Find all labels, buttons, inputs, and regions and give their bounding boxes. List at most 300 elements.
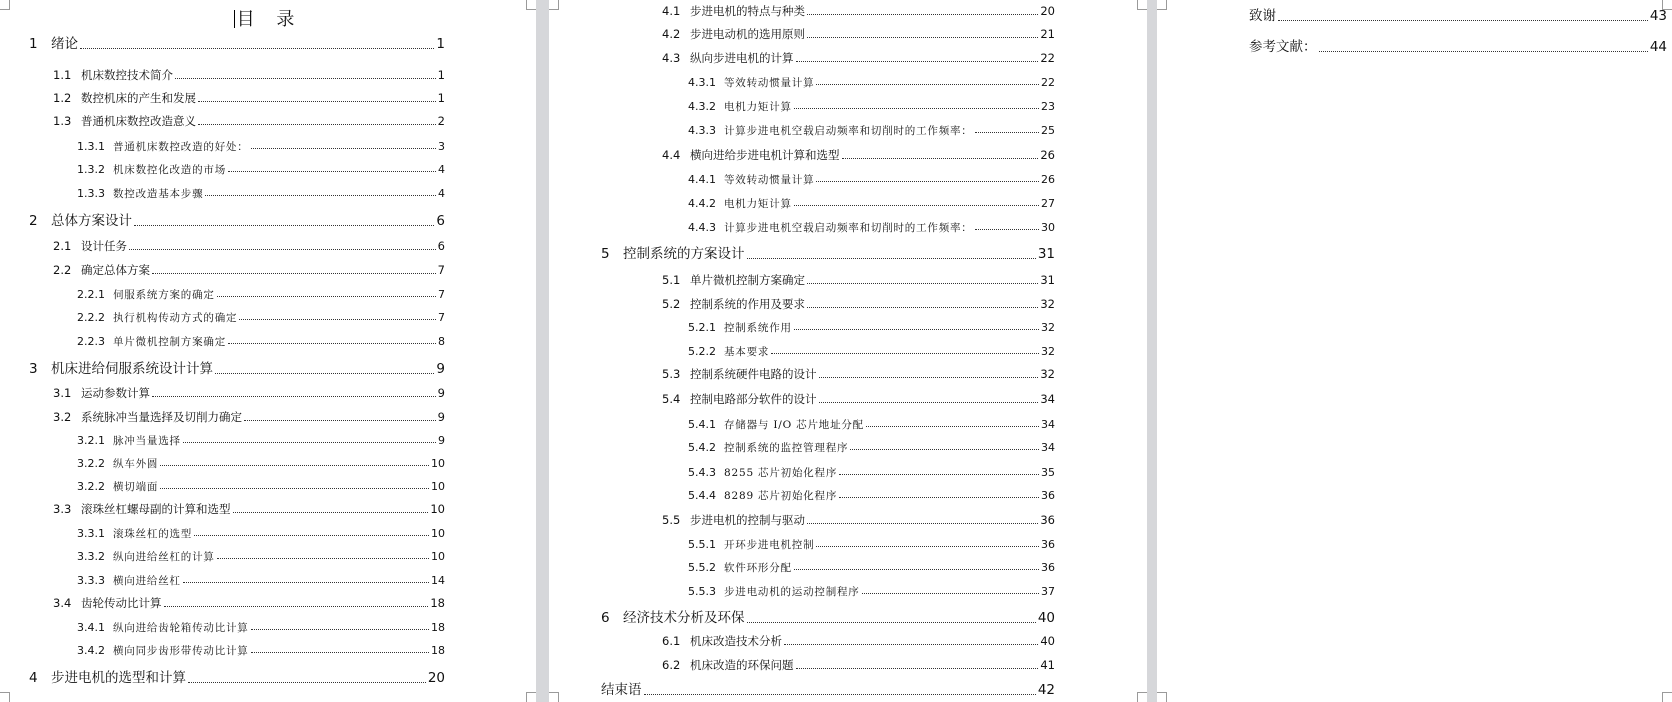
toc-entry-title: 齿轮传动比计算 — [81, 596, 162, 610]
dot-leader — [796, 668, 1039, 669]
dot-leader — [152, 396, 436, 397]
toc-entry-page-number: 1 — [436, 36, 445, 52]
toc-entry-page-number: 44 — [1649, 39, 1667, 55]
toc-entry-title: 普通机床数控改造的好处： — [113, 140, 249, 153]
dot-leader — [188, 682, 426, 683]
toc-entry[interactable] — [77, 312, 445, 323]
dot-leader — [183, 582, 429, 583]
toc-entry-number: 5.4 — [662, 392, 681, 406]
toc-entry-page-number: 22 — [1041, 76, 1055, 89]
toc-entry-number: 4.2 — [662, 27, 681, 41]
toc-entry[interactable] — [77, 289, 445, 300]
toc-entry-number: 3.4 — [53, 596, 72, 610]
dot-leader — [839, 474, 1039, 475]
toc-entry[interactable] — [1249, 10, 1667, 24]
toc-entry-page-number: 26 — [1041, 173, 1055, 186]
toc-entry-number: 6 — [601, 610, 610, 626]
dot-leader — [747, 258, 1036, 259]
toc-entry-title: 等效转动惯量计算 — [724, 76, 815, 89]
toc-entry-title: 基本要求 — [724, 345, 770, 358]
toc-entry-number: 4.4.2 — [688, 197, 716, 210]
toc-entry-number: 1.1 — [53, 68, 72, 82]
toc-entry[interactable] — [662, 515, 1055, 527]
toc-entry-number: 5.4.3 — [688, 466, 716, 479]
toc-entry-page-number: 25 — [1041, 124, 1055, 137]
toc-entry-title: 脉冲当量选择 — [113, 434, 181, 447]
toc-entry-page-number: 36 — [1041, 489, 1055, 502]
toc-entry-title: 机床数控化改造的市场 — [113, 163, 226, 176]
toc-entry[interactable] — [688, 586, 1055, 597]
toc-title: 目 录 — [0, 5, 536, 31]
dot-leader — [217, 296, 436, 297]
toc-entry-title: 控制系统的方案设计 — [623, 246, 745, 262]
dot-leader — [134, 225, 434, 226]
toc-entry-page-number: 36 — [1040, 513, 1055, 527]
toc-entry-title: 软件环形分配 — [724, 561, 792, 574]
dot-leader — [839, 497, 1039, 498]
toc-entry-page-number: 23 — [1041, 100, 1055, 113]
toc-entry[interactable] — [53, 93, 445, 105]
toc-entry-page-number: 20 — [427, 670, 445, 686]
toc-entry-title: 机床改造的环保问题 — [690, 658, 794, 672]
dot-leader — [816, 84, 1039, 85]
toc-entry-title: 步进电机的选型和计算 — [51, 670, 186, 686]
toc-entry[interactable] — [662, 636, 1055, 648]
dot-leader — [794, 205, 1039, 206]
toc-entry-page-number: 18 — [430, 596, 445, 610]
crop-mark — [1137, 692, 1147, 702]
toc-entry[interactable] — [77, 336, 445, 347]
toc-entry[interactable] — [77, 435, 445, 446]
toc-entry[interactable] — [29, 672, 445, 686]
toc-entry-number: 4.1 — [662, 4, 681, 18]
dot-leader — [842, 158, 1039, 159]
toc-entry[interactable] — [662, 275, 1055, 287]
toc-entry-number: 2.1 — [53, 239, 72, 253]
text-cursor — [234, 10, 235, 28]
toc-entry-page-number: 34 — [1041, 441, 1055, 454]
toc-entry[interactable] — [688, 562, 1055, 573]
dot-leader — [747, 622, 1036, 623]
toc-entry[interactable] — [688, 125, 1055, 136]
toc-entry-title: 机床进给伺服系统设计计算 — [51, 361, 213, 377]
dot-leader — [1319, 51, 1648, 52]
toc-entry-title: 步进电机的特点与种类 — [690, 4, 805, 18]
toc-entry-page-number: 4 — [438, 187, 445, 200]
toc-entry-page-number: 35 — [1041, 466, 1055, 479]
toc-entry-number: 4.3.2 — [688, 100, 716, 113]
dot-leader — [807, 283, 1038, 284]
crop-mark — [1662, 692, 1672, 702]
toc-entry[interactable] — [77, 645, 445, 656]
toc-entry[interactable] — [688, 77, 1055, 88]
toc-entry-page-number: 10 — [431, 527, 445, 540]
toc-entry[interactable] — [688, 222, 1055, 233]
toc-entry-title: 等效转动惯量计算 — [724, 173, 815, 186]
toc-entry-title: 开环步进电机控制 — [724, 538, 815, 551]
toc-entry-title: 控制系统作用 — [724, 321, 792, 334]
toc-entry-title: 步进电动机的选用原则 — [690, 27, 805, 41]
toc-entry[interactable] — [662, 29, 1055, 41]
toc-entry-page-number: 1 — [437, 68, 445, 82]
dot-leader — [198, 124, 436, 125]
toc-entry-page-number: 34 — [1041, 418, 1055, 431]
toc-entry-number: 3.2.2 — [77, 457, 105, 470]
toc-entry-title: 滚珠丝杠螺母副的计算和选型 — [81, 502, 231, 516]
dot-leader — [784, 644, 1038, 645]
toc-entry[interactable] — [688, 467, 1055, 478]
dot-leader — [771, 353, 1039, 354]
toc-entry-number: 2.2 — [53, 263, 72, 277]
dot-leader — [796, 61, 1039, 62]
toc-entry-page-number: 9 — [436, 361, 445, 377]
toc-entry-page-number: 32 — [1040, 297, 1055, 311]
toc-entry-title: 纵向步进电机的计算 — [690, 51, 794, 65]
toc-entry-page-number: 41 — [1040, 658, 1055, 672]
toc-entry-page-number: 32 — [1041, 345, 1055, 358]
toc-entry-page-number: 6 — [437, 239, 445, 253]
toc-entry-number: 2.2.1 — [77, 288, 105, 301]
toc-entry-page-number: 7 — [438, 311, 445, 324]
dot-leader — [794, 108, 1039, 109]
toc-entry-number: 3.2.2 — [77, 480, 105, 493]
crop-mark — [0, 692, 10, 702]
toc-entry-page-number: 36 — [1041, 561, 1055, 574]
toc-entry[interactable] — [77, 458, 445, 469]
toc-entry-number: 3.1 — [53, 386, 72, 400]
toc-entry-page-number: 32 — [1040, 367, 1055, 381]
toc-entry-title: 纵向进给齿轮箱传动比计算 — [113, 621, 249, 634]
dot-leader — [215, 373, 434, 374]
toc-entry-number: 5.5.3 — [688, 585, 716, 598]
toc-entry-number: 4.4 — [662, 148, 681, 162]
toc-entry-title: 经济技术分析及环保 — [623, 610, 745, 626]
toc-entry-title: 单片微机控制方案确定 — [690, 273, 805, 287]
toc-entry-title: 横向进给丝杠 — [113, 574, 181, 587]
toc-entry-page-number: 42 — [1037, 682, 1055, 698]
crop-mark — [549, 692, 559, 702]
toc-entry[interactable] — [688, 442, 1055, 453]
toc-entry[interactable] — [53, 388, 445, 400]
dot-leader — [794, 569, 1039, 570]
toc-entry-title: 电机力矩计算 — [724, 100, 792, 113]
toc-entry-title: 计算步进电机空载启动频率和切削时的工作频率： — [724, 221, 973, 234]
toc-entry-number: 5.4.4 — [688, 489, 716, 502]
toc-entry-title: 电机力矩计算 — [724, 197, 792, 210]
dot-leader — [205, 195, 436, 196]
dot-leader — [80, 48, 434, 49]
dot-leader — [866, 426, 1039, 427]
toc-entry-page-number: 4 — [438, 163, 445, 176]
toc-entry-number: 1 — [29, 36, 38, 52]
toc-entry-title: 横向同步齿形带传动比计算 — [113, 644, 249, 657]
toc-entry[interactable] — [688, 419, 1055, 430]
dot-leader — [175, 78, 436, 79]
toc-entry-title: 步进电动机的运动控制程序 — [724, 585, 860, 598]
toc-entry-number: 5.3 — [662, 367, 681, 381]
toc-entry-number: 2.2.2 — [77, 311, 105, 324]
toc-entry-page-number: 10 — [431, 480, 445, 493]
toc-entry[interactable] — [77, 575, 445, 586]
dot-leader — [198, 101, 436, 102]
toc-entry[interactable] — [53, 265, 445, 277]
toc-entry[interactable] — [53, 504, 445, 516]
toc-entry[interactable] — [77, 481, 445, 492]
toc-entry[interactable] — [662, 369, 1055, 381]
dot-leader — [819, 402, 1039, 403]
toc-entry-number: 5.5 — [662, 513, 681, 527]
toc-entry[interactable] — [53, 70, 445, 82]
toc-entry[interactable] — [29, 38, 445, 52]
toc-entry[interactable] — [662, 6, 1055, 18]
toc-entry[interactable] — [688, 490, 1055, 501]
document-page-1 — [0, 0, 536, 702]
dot-leader — [164, 606, 429, 607]
toc-entry[interactable] — [77, 188, 445, 199]
toc-entry-page-number: 8 — [438, 335, 445, 348]
toc-entry-page-number: 26 — [1040, 148, 1055, 162]
toc-entry-title: 控制系统硬件电路的设计 — [690, 367, 817, 381]
dot-leader — [975, 229, 1039, 230]
toc-entry-page-number: 18 — [431, 621, 445, 634]
toc-entry-number: 4.3.1 — [688, 76, 716, 89]
toc-entry-page-number: 32 — [1041, 321, 1055, 334]
toc-entry-page-number: 31 — [1040, 273, 1055, 287]
dot-leader — [644, 694, 1036, 695]
toc-entry-number: 4.4.1 — [688, 173, 716, 186]
toc-entry[interactable] — [77, 622, 445, 633]
dot-leader — [251, 629, 429, 630]
toc-entry[interactable] — [77, 528, 445, 539]
toc-entry[interactable] — [29, 215, 445, 229]
toc-entry-page-number: 40 — [1040, 634, 1055, 648]
dot-leader — [251, 148, 436, 149]
toc-entry-number: 2 — [29, 213, 38, 229]
toc-entry-page-number: 20 — [1040, 4, 1055, 18]
toc-entry[interactable] — [688, 101, 1055, 112]
toc-entry-title: 致谢 — [1249, 8, 1276, 24]
toc-entry-number: 5.5.1 — [688, 538, 716, 551]
dot-leader — [244, 420, 436, 421]
toc-entry-page-number: 10 — [430, 502, 445, 516]
toc-entry-page-number: 37 — [1041, 585, 1055, 598]
crop-mark — [549, 0, 559, 10]
toc-entry-page-number: 10 — [431, 457, 445, 470]
dot-leader — [228, 171, 436, 172]
toc-entry-page-number: 34 — [1040, 392, 1055, 406]
toc-entry[interactable] — [688, 198, 1055, 209]
toc-entry-number: 5.2 — [662, 297, 681, 311]
toc-entry-number: 5.4.1 — [688, 418, 716, 431]
toc-entry-page-number: 7 — [438, 288, 445, 301]
toc-entry[interactable] — [53, 116, 445, 128]
toc-entry-title: 滚珠丝杠的选型 — [113, 527, 193, 540]
dot-leader — [152, 273, 436, 274]
dot-leader — [807, 37, 1038, 38]
toc-entry-title: 横向进给步进电机计算和选型 — [690, 148, 840, 162]
toc-entry-number: 3.3.2 — [77, 550, 105, 563]
toc-entry-page-number: 43 — [1649, 8, 1667, 24]
dot-leader — [228, 343, 436, 344]
toc-entry-number: 5.4.2 — [688, 441, 716, 454]
toc-entry-page-number: 18 — [431, 644, 445, 657]
dot-leader — [233, 512, 429, 513]
toc-entry-number: 5.5.2 — [688, 561, 716, 574]
toc-entry[interactable] — [662, 150, 1055, 162]
toc-entry-number: 4.4.3 — [688, 221, 716, 234]
toc-entry[interactable] — [1249, 41, 1667, 55]
toc-entry-number: 3.3.3 — [77, 574, 105, 587]
toc-entry-number: 5.1 — [662, 273, 681, 287]
toc-entry-number: 6.1 — [662, 634, 681, 648]
toc-entry-title: 机床数控技术简介 — [81, 68, 173, 82]
toc-entry-title: 伺服系统方案的确定 — [113, 288, 215, 301]
toc-entry-page-number: 1 — [437, 91, 445, 105]
crop-mark — [1157, 0, 1167, 10]
toc-entry-title: 8289 芯片初始化程序 — [724, 489, 838, 502]
toc-entry[interactable] — [662, 394, 1055, 406]
toc-entry[interactable] — [688, 539, 1055, 550]
toc-entry-number: 6.2 — [662, 658, 681, 672]
toc-entry-title: 计算步进电机空载启动频率和切削时的工作频率： — [724, 124, 973, 137]
toc-entry-number: 4.3 — [662, 51, 681, 65]
toc-entry-title: 横切端面 — [113, 480, 159, 493]
dot-leader — [807, 307, 1038, 308]
dot-leader — [160, 488, 429, 489]
toc-entry-title: 纵向进给丝杠的计算 — [113, 550, 215, 563]
document-page-2 — [549, 0, 1147, 702]
toc-entry-title: 步进电机的控制与驱动 — [690, 513, 805, 527]
toc-entry[interactable] — [688, 174, 1055, 185]
toc-entry-number: 3.3 — [53, 502, 72, 516]
toc-entry-title: 设计任务 — [81, 239, 127, 253]
toc-entry-number: 1.3 — [53, 114, 72, 128]
toc-entry[interactable] — [688, 346, 1055, 357]
toc-entry-number: 5.2.2 — [688, 345, 716, 358]
toc-entry-title: 总体方案设计 — [51, 213, 132, 229]
toc-entry-page-number: 36 — [1041, 538, 1055, 551]
dot-leader — [251, 652, 429, 653]
toc-entry-number: 5 — [601, 246, 610, 262]
dot-leader — [129, 249, 436, 250]
toc-entry-page-number: 27 — [1041, 197, 1055, 210]
dot-leader — [816, 546, 1039, 547]
toc-entry-title: 控制电路部分软件的设计 — [690, 392, 817, 406]
toc-entry-page-number: 6 — [436, 213, 445, 229]
toc-entry-title: 单片微机控制方案确定 — [113, 335, 226, 348]
toc-entry-page-number: 9 — [437, 410, 445, 424]
toc-entry-page-number: 31 — [1037, 246, 1055, 262]
toc-entry-title: 控制系统的作用及要求 — [690, 297, 805, 311]
toc-entry-title: 执行机构传动方式的确定 — [113, 311, 238, 324]
toc-entry-page-number: 9 — [437, 386, 445, 400]
toc-entry-title: 结束语 — [601, 682, 642, 698]
toc-entry-page-number: 10 — [431, 550, 445, 563]
toc-entry-page-number: 40 — [1037, 610, 1055, 626]
toc-entry-title: 纵车外圆 — [113, 457, 159, 470]
toc-entry-number: 3.4.2 — [77, 644, 105, 657]
dot-leader — [816, 181, 1039, 182]
dot-leader — [194, 535, 429, 536]
toc-entry[interactable] — [53, 598, 445, 610]
toc-entry-page-number: 14 — [431, 574, 445, 587]
toc-entry-number: 4 — [29, 670, 38, 686]
toc-entry-number: 3.2.1 — [77, 434, 105, 447]
dot-leader — [217, 558, 429, 559]
toc-entry-title: 8255 芯片初始化程序 — [724, 466, 838, 479]
toc-entry[interactable] — [662, 53, 1055, 65]
toc-entry-title: 控制系统的监控管理程序 — [724, 441, 849, 454]
toc-entry-title: 系统脉冲当量选择及切削力确定 — [81, 410, 242, 424]
toc-entry-title: 数控机床的产生和发展 — [81, 91, 196, 105]
toc-entry[interactable] — [29, 363, 445, 377]
toc-entry[interactable] — [688, 322, 1055, 333]
toc-entry-title: 普通机床数控改造意义 — [81, 114, 196, 128]
toc-entry-title: 运动参数计算 — [81, 386, 150, 400]
toc-entry-page-number: 30 — [1041, 221, 1055, 234]
toc-entry-title: 存储器与 I/O 芯片地址分配 — [724, 418, 864, 431]
toc-entry[interactable] — [601, 248, 1055, 262]
toc-entry-number: 1.2 — [53, 91, 72, 105]
toc-entry-number: 2.2.3 — [77, 335, 105, 348]
toc-entry-title: 机床改造技术分析 — [690, 634, 782, 648]
toc-entry-number: 3.3.1 — [77, 527, 105, 540]
toc-entry-number: 5.2.1 — [688, 321, 716, 334]
crop-mark — [1157, 692, 1167, 702]
toc-entry[interactable] — [53, 241, 445, 253]
toc-entry-number: 1.3.3 — [77, 187, 105, 200]
toc-entry-title: 数控改造基本步骤 — [113, 187, 204, 200]
dot-leader — [819, 377, 1039, 378]
toc-entry-title: 参考文献： — [1249, 39, 1317, 55]
toc-entry-title: 绪论 — [51, 36, 78, 52]
dot-leader — [862, 593, 1039, 594]
toc-entry[interactable] — [77, 141, 445, 152]
dot-leader — [807, 523, 1038, 524]
toc-entry[interactable] — [662, 299, 1055, 311]
toc-entry[interactable] — [601, 684, 1055, 698]
crop-mark — [526, 692, 536, 702]
dot-leader — [807, 14, 1038, 15]
dot-leader — [794, 329, 1039, 330]
toc-entry[interactable] — [601, 612, 1055, 626]
dot-leader — [239, 319, 436, 320]
toc-entry-number: 1.3.2 — [77, 163, 105, 176]
toc-entry-number: 3.4.1 — [77, 621, 105, 634]
toc-entry-page-number: 3 — [438, 140, 445, 153]
toc-entry-page-number: 9 — [438, 434, 445, 447]
crop-mark — [1137, 0, 1147, 10]
toc-entry[interactable] — [662, 660, 1055, 672]
toc-entry-number: 1.3.1 — [77, 140, 105, 153]
toc-entry-page-number: 7 — [437, 263, 445, 277]
toc-entry[interactable] — [53, 412, 445, 424]
toc-entry-number: 4.3.3 — [688, 124, 716, 137]
dot-leader — [975, 132, 1039, 133]
dot-leader — [183, 442, 436, 443]
toc-entry-title: 确定总体方案 — [81, 263, 150, 277]
dot-leader — [1278, 20, 1648, 21]
toc-entry[interactable] — [77, 551, 445, 562]
toc-entry-number: 3.2 — [53, 410, 72, 424]
toc-entry-number: 3 — [29, 361, 38, 377]
toc-entry-page-number: 21 — [1040, 27, 1055, 41]
document-page-3 — [1157, 0, 1672, 702]
dot-leader — [160, 465, 429, 466]
toc-entry[interactable] — [77, 164, 445, 175]
dot-leader — [850, 449, 1039, 450]
toc-entry-page-number: 2 — [437, 114, 445, 128]
